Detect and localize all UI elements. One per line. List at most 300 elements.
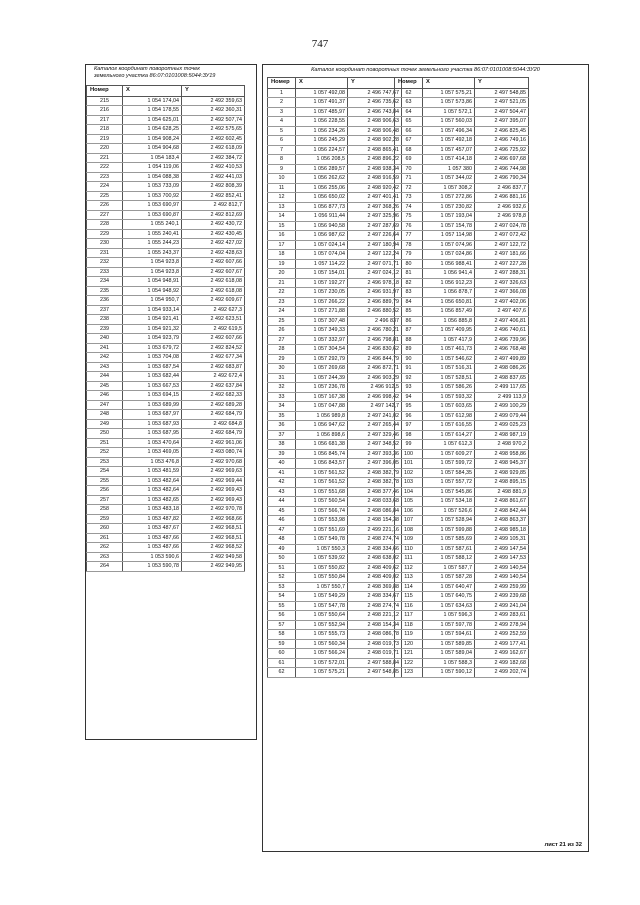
x-coordinate-cell: 1 053 687,93	[123, 419, 182, 429]
y-coordinate-cell: 2 498 906,48	[348, 126, 402, 136]
table-row	[395, 373, 529, 383]
table-row	[87, 495, 245, 505]
y-coordinate-cell: 2 492 602,45	[182, 134, 245, 144]
x-coordinate-cell: 1 053 733,09	[123, 182, 182, 192]
point-number-cell: 7	[268, 145, 296, 155]
y-coordinate-cell: 2 496 739,96	[475, 335, 529, 345]
x-coordinate-cell: 1 056 650,81	[423, 297, 475, 307]
table-row	[395, 563, 529, 573]
y-coordinate-cell: 2 492 637,84	[182, 381, 245, 391]
x-coordinate-cell: 1 057 380	[423, 164, 475, 174]
point-number-cell: 16	[268, 231, 296, 241]
right-panel-caption: Каталог координат поворотных точек земельного участка 86:07:0101008:5044:ЗУ20	[311, 67, 540, 73]
table-row	[268, 117, 402, 127]
point-number-cell: 103	[395, 478, 423, 488]
table-row	[268, 155, 402, 165]
x-coordinate-cell: 1 056 234,26	[296, 126, 348, 136]
table-row	[395, 126, 529, 136]
y-coordinate-cell: 2 492 619,5	[182, 324, 245, 334]
table-row	[395, 316, 529, 326]
y-coordinate-cell: 2 496 740,61	[475, 326, 529, 336]
table-row	[268, 193, 402, 203]
table-row	[395, 383, 529, 393]
table-row	[268, 392, 402, 402]
point-number-cell: 32	[268, 383, 296, 393]
x-coordinate-cell: 1 053 690,87	[123, 210, 182, 220]
y-coordinate-cell: 2 499 221,16	[348, 525, 402, 535]
table-row	[395, 411, 529, 421]
x-coordinate-cell: 1 056 885,8	[423, 316, 475, 326]
y-coordinate-cell: 2 498 019,73	[348, 639, 402, 649]
y-coordinate-cell: 2 497 180,94	[348, 240, 402, 250]
x-coordinate-cell: 1 057 551,69	[296, 525, 348, 535]
y-coordinate-cell: 2 498 382,78	[348, 478, 402, 488]
y-coordinate-cell: 2 498 987,19	[475, 430, 529, 440]
point-number-cell: 224	[87, 182, 123, 192]
x-coordinate-cell: 1 057 516,31	[423, 364, 475, 374]
point-number-cell: 111	[395, 554, 423, 564]
point-number-cell: 53	[268, 582, 296, 592]
left-coordinates-panel	[85, 64, 257, 740]
x-coordinate-cell: 1 057 588,3	[423, 658, 475, 668]
x-coordinate-cell: 1 057 609,27	[423, 449, 475, 459]
x-coordinate-cell: 1 056 845,74	[296, 449, 348, 459]
table-row	[87, 115, 245, 125]
point-number-cell: 118	[395, 620, 423, 630]
y-coordinate-cell: 2 492 684,79	[182, 429, 245, 439]
y-coordinate-cell: 2 492 384,72	[182, 153, 245, 163]
y-coordinate-cell: 2 496 872,71	[348, 364, 402, 374]
x-coordinate-cell: 1 057 549,29	[296, 592, 348, 602]
y-coordinate-cell: 2 497 024,12	[348, 269, 402, 279]
point-number-cell: 226	[87, 201, 123, 211]
x-coordinate-cell: 1 056 941,4	[423, 269, 475, 279]
point-number-cell: 28	[268, 345, 296, 355]
point-number-cell: 110	[395, 544, 423, 554]
table-row	[87, 362, 245, 372]
point-number-cell: 263	[87, 552, 123, 562]
point-number-cell: 101	[395, 459, 423, 469]
y-coordinate-cell: 2 492 360,31	[182, 106, 245, 116]
point-number-cell: 232	[87, 258, 123, 268]
y-coordinate-cell: 2 498 920,42	[348, 183, 402, 193]
y-coordinate-cell: 2 492 427,02	[182, 239, 245, 249]
table-row	[87, 296, 245, 306]
left-panel-caption-line2: земельного участка 86:07:0101008:5044:ЗУ19	[94, 73, 216, 80]
table-row	[268, 563, 402, 573]
table-row	[395, 345, 529, 355]
y-coordinate-cell: 2 496 798,81	[348, 335, 402, 345]
x-coordinate-cell: 1 057 589,04	[423, 649, 475, 659]
point-number-cell: 29	[268, 354, 296, 364]
y-coordinate-cell: 2 498 154,38	[348, 516, 402, 526]
point-number-cell: 257	[87, 495, 123, 505]
x-coordinate-cell: 1 057 572,1	[423, 107, 475, 117]
y-coordinate-cell: 2 497 393,36	[348, 449, 402, 459]
y-coordinate-cell: 2 498 895,15	[475, 478, 529, 488]
table-row	[268, 88, 402, 98]
table-row	[87, 172, 245, 182]
table-row	[268, 212, 402, 222]
x-coordinate-cell: 1 057 550,7	[296, 582, 348, 592]
point-number-cell: 90	[395, 354, 423, 364]
x-coordinate-cell: 1 053 487,66	[123, 533, 182, 543]
point-number-cell: 74	[395, 202, 423, 212]
x-coordinate-cell: 1 053 667,53	[123, 381, 182, 391]
x-coordinate-cell: 1 053 487,66	[123, 543, 182, 553]
point-number-cell: 104	[395, 487, 423, 497]
point-number-cell: 63	[395, 98, 423, 108]
point-number-cell: 79	[395, 250, 423, 260]
y-coordinate-cell: 2 492 689,28	[182, 400, 245, 410]
point-number-cell: 114	[395, 582, 423, 592]
point-number-cell: 30	[268, 364, 296, 374]
x-coordinate-cell: 1 057 496,34	[423, 126, 475, 136]
x-coordinate-cell: 1 057 575,21	[423, 88, 475, 98]
y-coordinate-cell: 2 498 638,02	[348, 554, 402, 564]
y-coordinate-cell: 2 496 844,79	[348, 354, 402, 364]
table-row	[268, 269, 402, 279]
table-row	[395, 620, 529, 630]
x-coordinate-cell: 1 053 470,64	[123, 438, 182, 448]
y-coordinate-cell: 2 492 684,8	[182, 419, 245, 429]
table-row	[268, 174, 402, 184]
point-number-cell: 18	[268, 250, 296, 260]
table-row	[395, 145, 529, 155]
y-coordinate-cell: 2 492 684,79	[182, 410, 245, 420]
y-coordinate-cell: 2 496 880,52	[348, 307, 402, 317]
point-number-cell: 33	[268, 392, 296, 402]
y-coordinate-cell: 2 496 743,84	[348, 107, 402, 117]
x-coordinate-cell: 1 057 585,69	[423, 535, 475, 545]
y-coordinate-cell: 2 497 402,06	[475, 297, 529, 307]
x-coordinate-cell: 1 057 492,18	[423, 136, 475, 146]
point-number-cell: 244	[87, 372, 123, 382]
table-row	[87, 486, 245, 496]
x-coordinate-cell: 1 057 612,98	[423, 411, 475, 421]
table-row	[268, 649, 402, 659]
y-coordinate-cell: 2 499 147,53	[475, 554, 529, 564]
left-panel-caption-line1: Каталог координат поворотных точек	[94, 66, 200, 72]
y-coordinate-cell: 2 498 902,28	[348, 136, 402, 146]
point-number-cell: 243	[87, 362, 123, 372]
point-number-cell: 231	[87, 248, 123, 258]
x-coordinate-cell: 1 057 492,08	[296, 88, 348, 98]
y-coordinate-cell: 2 499 283,61	[475, 611, 529, 621]
x-coordinate-cell: 1 053 590,6	[123, 552, 182, 562]
y-coordinate-cell: 2 497 265,44	[348, 421, 402, 431]
point-number-cell: 41	[268, 468, 296, 478]
x-coordinate-cell: 1 054 950,7	[123, 296, 182, 306]
y-coordinate-cell: 2 492 607,67	[182, 267, 245, 277]
point-number-cell: 58	[268, 630, 296, 640]
point-number-cell: 259	[87, 514, 123, 524]
table-row	[268, 611, 402, 621]
table-row	[87, 305, 245, 315]
x-coordinate-cell: 1 057 560,34	[296, 639, 348, 649]
y-coordinate-cell: 2 492 968,51	[182, 533, 245, 543]
x-coordinate-cell: 1 054 088,38	[123, 172, 182, 182]
column-header-y: Y	[348, 78, 402, 89]
table-row	[395, 307, 529, 317]
y-coordinate-cell: 2 499 162,67	[475, 649, 529, 659]
table-row	[268, 164, 402, 174]
y-coordinate-cell: 2 497 368,26	[348, 202, 402, 212]
point-number-cell: 26	[268, 326, 296, 336]
point-number-cell: 222	[87, 163, 123, 173]
x-coordinate-cell: 1 057 304,54	[296, 345, 348, 355]
x-coordinate-cell: 1 054 178,55	[123, 106, 182, 116]
y-coordinate-cell: 2 497 227,28	[475, 259, 529, 269]
y-coordinate-cell: 2 498 958,86	[475, 449, 529, 459]
point-number-cell: 216	[87, 106, 123, 116]
right-coordinates-panel	[262, 64, 589, 852]
y-coordinate-cell: 2 498 334,67	[348, 592, 402, 602]
point-number-cell: 249	[87, 419, 123, 429]
x-coordinate-cell: 1 057 593,32	[423, 392, 475, 402]
y-coordinate-cell: 2 498 086,78	[348, 630, 402, 640]
page-number: 747	[311, 38, 329, 50]
point-number-cell: 82	[395, 278, 423, 288]
table-row	[87, 457, 245, 467]
y-coordinate-cell: 2 498 896,22	[348, 155, 402, 165]
x-coordinate-cell: 1 057 154,78	[423, 221, 475, 231]
y-coordinate-cell: 2 496 735,62	[348, 98, 402, 108]
point-number-cell: 92	[395, 373, 423, 383]
y-coordinate-cell: 2 492 682,33	[182, 391, 245, 401]
point-number-cell: 109	[395, 535, 423, 545]
y-coordinate-cell: 2 497 521,05	[475, 98, 529, 108]
point-number-cell: 96	[395, 411, 423, 421]
table-row	[395, 630, 529, 640]
table-row	[268, 592, 402, 602]
point-number-cell: 238	[87, 315, 123, 325]
point-number-cell: 77	[395, 231, 423, 241]
x-coordinate-cell: 1 053 483,18	[123, 505, 182, 515]
table-row	[87, 334, 245, 344]
y-coordinate-cell: 2 498 837,65	[475, 373, 529, 383]
point-number-cell: 84	[395, 297, 423, 307]
y-coordinate-cell: 2 497 326,63	[475, 278, 529, 288]
y-coordinate-cell: 2 497 122,24	[348, 250, 402, 260]
y-coordinate-cell: 2 492 618,08	[182, 286, 245, 296]
y-coordinate-cell: 2 492 852,41	[182, 191, 245, 201]
point-number-cell: 5	[268, 126, 296, 136]
x-coordinate-cell: 1 057 308,2	[423, 183, 475, 193]
y-coordinate-cell: 2 492 430,72	[182, 220, 245, 230]
table-row	[395, 402, 529, 412]
table-row	[87, 134, 245, 144]
table-row	[395, 554, 529, 564]
y-coordinate-cell: 2 492 969,63	[182, 467, 245, 477]
y-coordinate-cell: 2 498 865,41	[348, 145, 402, 155]
point-number-cell: 261	[87, 533, 123, 543]
table-row	[395, 174, 529, 184]
table-row	[395, 611, 529, 621]
table-row	[395, 658, 529, 668]
table-row	[395, 288, 529, 298]
point-number-cell: 50	[268, 554, 296, 564]
point-number-cell: 223	[87, 172, 123, 182]
y-coordinate-cell: 2 499 025,23	[475, 421, 529, 431]
y-coordinate-cell: 2 493 080,74	[182, 448, 245, 458]
x-coordinate-cell: 1 057 614,27	[423, 430, 475, 440]
y-coordinate-cell: 2 492 609,67	[182, 296, 245, 306]
point-number-cell: 217	[87, 115, 123, 125]
x-coordinate-cell: 1 053 482,65	[123, 495, 182, 505]
y-coordinate-cell: 2 496 912,5	[348, 383, 402, 393]
x-coordinate-cell: 1 057 640,47	[423, 582, 475, 592]
right-table-a-body	[268, 88, 402, 677]
y-coordinate-cell: 2 492 430,45	[182, 229, 245, 239]
x-coordinate-cell: 1 057 047,88	[296, 402, 348, 412]
table-row	[268, 98, 402, 108]
point-number-cell: 47	[268, 525, 296, 535]
table-row	[87, 429, 245, 439]
x-coordinate-cell: 1 057 074,96	[423, 240, 475, 250]
x-coordinate-cell: 1 056 262,62	[296, 174, 348, 184]
column-header-y: Y	[182, 86, 245, 97]
table-row	[395, 240, 529, 250]
y-coordinate-cell: 2 498 929,85	[475, 468, 529, 478]
table-row	[268, 136, 402, 146]
y-coordinate-cell: 2 499 113,9	[475, 392, 529, 402]
table-row	[268, 383, 402, 393]
x-coordinate-cell: 1 057 414,18	[423, 155, 475, 165]
table-row	[87, 438, 245, 448]
table-row	[268, 658, 402, 668]
table-row	[395, 117, 529, 127]
table-row	[268, 297, 402, 307]
table-row	[268, 250, 402, 260]
table-row	[268, 497, 402, 507]
y-coordinate-cell: 2 496 749,16	[475, 136, 529, 146]
y-coordinate-cell: 2 498 842,44	[475, 506, 529, 516]
y-coordinate-cell: 2 498 881,9	[475, 487, 529, 497]
point-number-cell: 239	[87, 324, 123, 334]
y-coordinate-cell: 2 497 241,02	[348, 411, 402, 421]
point-number-cell: 98	[395, 430, 423, 440]
y-coordinate-cell: 2 498 409,02	[348, 573, 402, 583]
table-row	[87, 220, 245, 230]
table-row	[87, 248, 245, 258]
table-row	[395, 326, 529, 336]
table-row	[87, 533, 245, 543]
point-number-cell: 240	[87, 334, 123, 344]
table-row	[268, 582, 402, 592]
table-row	[87, 96, 245, 106]
table-row	[395, 392, 529, 402]
x-coordinate-cell: 1 057 597,78	[423, 620, 475, 630]
y-coordinate-cell: 2 497 406,81	[475, 316, 529, 326]
x-coordinate-cell: 1 053 689,99	[123, 400, 182, 410]
point-number-cell: 233	[87, 267, 123, 277]
x-coordinate-cell: 1 055 244,23	[123, 239, 182, 249]
y-coordinate-cell: 2 492 627,3	[182, 305, 245, 315]
point-number-cell: 11	[268, 183, 296, 193]
y-coordinate-cell: 2 498 369,88	[348, 582, 402, 592]
x-coordinate-cell: 1 057 269,68	[296, 364, 348, 374]
x-coordinate-cell: 1 054 625,01	[123, 115, 182, 125]
point-number-cell: 52	[268, 573, 296, 583]
y-coordinate-cell: 2 499 100,29	[475, 402, 529, 412]
point-number-cell: 44	[268, 497, 296, 507]
x-coordinate-cell: 1 053 487,82	[123, 514, 182, 524]
x-coordinate-cell: 1 057 114,22	[296, 259, 348, 269]
x-coordinate-cell: 1 057 491,37	[296, 98, 348, 108]
x-coordinate-cell: 1 057 640,75	[423, 592, 475, 602]
point-number-cell: 6	[268, 136, 296, 146]
table-row	[395, 478, 529, 488]
point-number-cell: 241	[87, 343, 123, 353]
x-coordinate-cell: 1 057 589,85	[423, 639, 475, 649]
point-number-cell: 108	[395, 525, 423, 535]
y-coordinate-cell: 2 492 428,63	[182, 248, 245, 258]
y-coordinate-cell: 2 492 808,39	[182, 182, 245, 192]
point-number-cell: 14	[268, 212, 296, 222]
x-coordinate-cell: 1 056 912,23	[423, 278, 475, 288]
table-row	[395, 98, 529, 108]
table-row	[87, 267, 245, 277]
y-coordinate-cell: 2 499 239,68	[475, 592, 529, 602]
x-coordinate-cell: 1 054 923,8	[123, 267, 182, 277]
y-coordinate-cell: 2 499 177,41	[475, 639, 529, 649]
left-table-body	[87, 96, 245, 571]
y-coordinate-cell: 2 497 287,69	[348, 221, 402, 231]
point-number-cell: 35	[268, 411, 296, 421]
y-coordinate-cell: 2 498 033,68	[348, 497, 402, 507]
point-number-cell: 248	[87, 410, 123, 420]
y-coordinate-cell: 2 497 142,7	[348, 402, 402, 412]
y-coordinate-cell: 2 492 949,95	[182, 562, 245, 572]
point-number-cell: 81	[395, 269, 423, 279]
table-row	[268, 231, 402, 241]
table-row	[87, 372, 245, 382]
table-row	[395, 430, 529, 440]
point-number-cell: 95	[395, 402, 423, 412]
y-coordinate-cell: 2 497 348,52	[348, 440, 402, 450]
x-coordinate-cell: 1 053 704,08	[123, 353, 182, 363]
point-number-cell: 221	[87, 153, 123, 163]
point-number-cell: 69	[395, 155, 423, 165]
table-row	[395, 250, 529, 260]
y-coordinate-cell: 2 492 961,06	[182, 438, 245, 448]
x-coordinate-cell: 1 056 228,55	[296, 117, 348, 127]
y-coordinate-cell: 2 492 441,03	[182, 172, 245, 182]
x-coordinate-cell: 1 057 545,86	[423, 487, 475, 497]
point-number-cell: 116	[395, 601, 423, 611]
x-coordinate-cell: 1 056 255,06	[296, 183, 348, 193]
x-coordinate-cell: 1 056 878,7	[423, 288, 475, 298]
table-row	[268, 630, 402, 640]
point-number-cell: 260	[87, 524, 123, 534]
x-coordinate-cell: 1 057 528,51	[423, 373, 475, 383]
point-number-cell: 218	[87, 125, 123, 135]
y-coordinate-cell: 2 496 881,16	[475, 193, 529, 203]
table-row	[87, 400, 245, 410]
x-coordinate-cell: 1 057 271,88	[296, 307, 348, 317]
x-coordinate-cell: 1 057 230,05	[296, 288, 348, 298]
x-coordinate-cell: 1 057 612,3	[423, 440, 475, 450]
y-coordinate-cell: 2 497 122,72	[475, 240, 529, 250]
y-coordinate-cell: 2 497 548,85	[475, 88, 529, 98]
y-coordinate-cell: 2 499 147,54	[475, 544, 529, 554]
table-row	[268, 620, 402, 630]
point-number-cell: 107	[395, 516, 423, 526]
y-coordinate-cell: 2 496 780,21	[348, 326, 402, 336]
y-coordinate-cell: 2 496 931,97	[348, 288, 402, 298]
y-coordinate-cell: 2 498 861,67	[475, 497, 529, 507]
